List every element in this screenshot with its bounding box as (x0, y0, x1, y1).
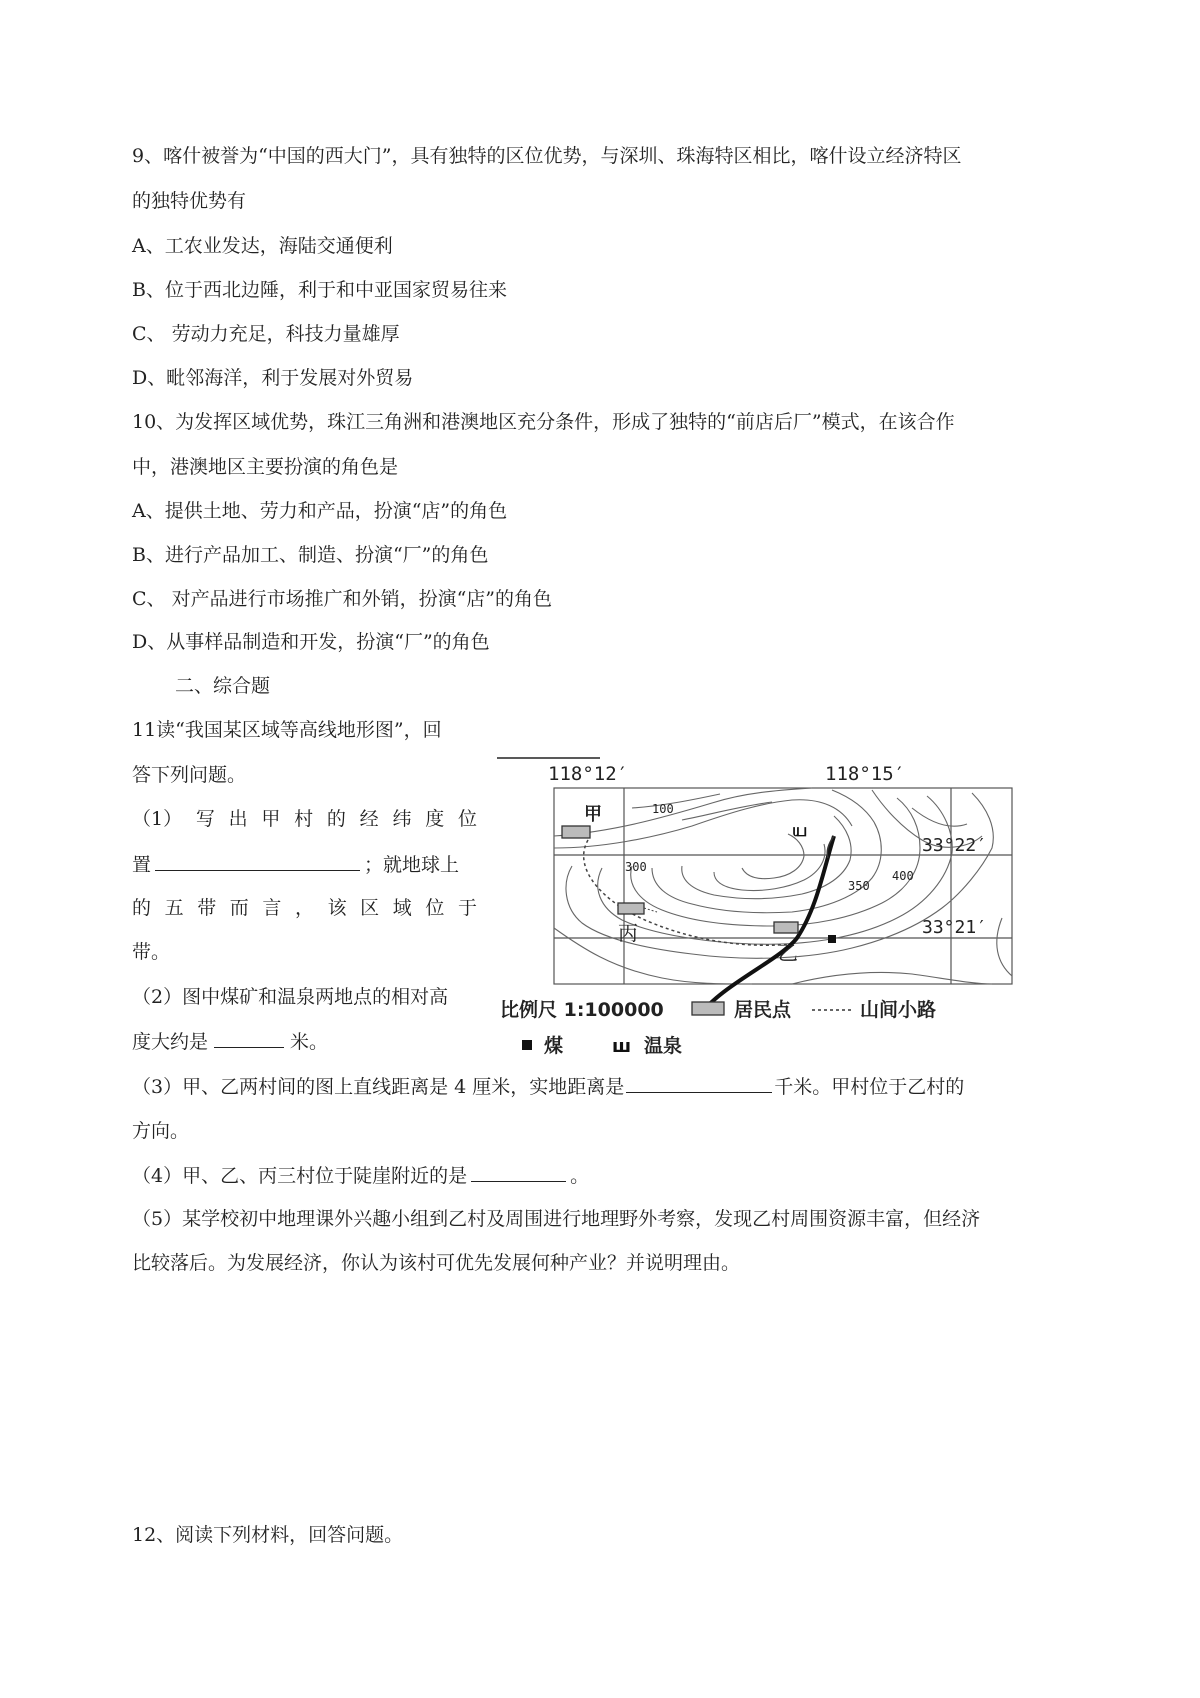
legend-settlement-icon (692, 1002, 724, 1015)
contour-label-100: 100 (652, 802, 674, 816)
q11-part1-char: ， (294, 897, 314, 919)
village-yi-label: 乙 (778, 941, 798, 965)
village-jia-label: 甲 (584, 804, 602, 825)
q9-stem-line2: 的独特优势有 (132, 190, 247, 212)
q10-stem-line2: 中，港澳地区主要扮演的角色是 (132, 456, 399, 478)
q11-stem-line2: 答下列问题。 (132, 764, 247, 786)
q11-part1-line2 (132, 850, 459, 879)
legend-spring-label: 温泉 (644, 1035, 683, 1057)
mountain-path (584, 840, 792, 945)
q11-part3-text: （3）甲、乙两村间的图上直线距离是 4 厘米，实地距离是 (132, 1076, 625, 1098)
q11-part1-char: 区 (360, 897, 380, 919)
contour-label-400: 400 (892, 869, 914, 883)
q11-part3-line1 (132, 1072, 964, 1101)
contour-label-300: 300 (625, 860, 647, 874)
legend-coal-label: 煤 (544, 1035, 564, 1057)
q11-part1-char: 出 (228, 808, 248, 830)
village-bing-marker (618, 903, 644, 914)
q10-option-a: A、提供土地、劳力和产品，扮演“店”的角色 (132, 500, 508, 522)
q11-part1-line4: 带。 (132, 941, 171, 963)
q11-stem-line1: 11读“我国某区域等高线地形图”，回 (132, 719, 442, 741)
answer-blank-height[interactable] (214, 1027, 284, 1048)
village-bing-label: 丙 (618, 921, 638, 945)
q11-part1-line3 (132, 894, 477, 922)
q11-part1-char: 而 (229, 897, 249, 919)
q11-part3-line2: 方向。 (132, 1120, 190, 1142)
village-jia-marker (562, 826, 590, 838)
q10-option-d: D、从事样品制造和开发，扮演“厂”的角色 (132, 631, 490, 653)
section-title: 二、综合题 (175, 675, 271, 697)
q11-part2-text: 度大约是 (132, 1031, 209, 1053)
q10-option-c: C、 对产品进行市场推广和外销，扮演“店”的角色 (132, 588, 553, 610)
q11-part1-char: 经 (359, 808, 379, 830)
legend-path-label: 山间小路 (860, 999, 937, 1021)
answer-blank-latlon[interactable] (155, 850, 360, 871)
contour-map (492, 748, 1052, 1074)
lon-label-left: 118°12′ (548, 763, 629, 785)
q11-part1-char: 位 (425, 897, 445, 919)
q9-option-d: D、毗邻海洋，利于发展对外贸易 (132, 367, 414, 389)
q11-part1-char: 域 (392, 897, 412, 919)
answer-blank-distance[interactable] (626, 1072, 772, 1093)
q11-part2-text: 米。 (290, 1031, 329, 1053)
q11-part4 (132, 1161, 589, 1190)
q11-part1-char: 的 (326, 808, 346, 830)
q11-part1-line1 (132, 805, 477, 833)
lat-label-bottom: 33°21′ (922, 917, 988, 938)
q11-part1-char: 言 (262, 897, 282, 919)
q11-part1-char: 该 (327, 897, 347, 919)
q9-option-c: C、 劳动力充足，科技力量雄厚 (132, 323, 400, 345)
q11-part1-char: 甲 (261, 808, 281, 830)
answer-blank-cliff[interactable] (471, 1161, 566, 1182)
q11-part3-text: 千米。甲村位于乙村的 (774, 1076, 965, 1098)
q11-part1-char: （1） (132, 808, 183, 830)
q11-part1-char: 写 (195, 808, 215, 830)
legend-settlement-label: 居民点 (734, 999, 792, 1021)
contour-label-350: 350 (848, 879, 870, 893)
q11-part1-text: ；就地球上 (364, 854, 460, 876)
hot-spring-icon: ய (792, 820, 808, 841)
q11-part5-line2: 比较落后。为发展经济，你认为该村可优先发展何种产业？并说明理由。 (132, 1252, 741, 1274)
q11-part1-char: 村 (294, 808, 314, 830)
q11-part1-char: 五 (164, 897, 184, 919)
q11-part2-line1: （2）图中煤矿和温泉两地点的相对高 (132, 986, 449, 1008)
q12-stem: 12、阅读下列材料，回答问题。 (132, 1524, 404, 1546)
legend-spring-icon: ш (612, 1036, 632, 1057)
q10-option-b: B、进行产品加工、制造、扮演“厂”的角色 (132, 544, 489, 566)
coal-mine-icon (828, 935, 836, 943)
q11-part1-char: 于 (457, 897, 477, 919)
q11-part1-char: 的 (132, 897, 152, 919)
q10-stem-line1: 10、为发挥区域优势，珠江三角洲和港澳地区充分条件，形成了独特的“前店后厂”模式，在该合作 (132, 411, 955, 433)
q11-part4-text: （4）甲、乙、丙三村位于陡崖附近的是 (132, 1165, 468, 1187)
q11-part4-text: 。 (570, 1165, 590, 1187)
village-yi-marker (774, 922, 798, 933)
scale-label: 比例尺 1:100000 (500, 999, 664, 1021)
q11-part1-char: 度 (425, 808, 445, 830)
legend-coal-icon (522, 1040, 532, 1050)
q11-part1-char: 位 (457, 808, 477, 830)
lon-label-right: 118°15′ (825, 763, 906, 785)
q9-option-b: B、位于西北边陲，利于和中亚国家贸易往来 (132, 279, 507, 301)
q11-part1-char: 纬 (392, 808, 412, 830)
q11-part5-line1: （5）某学校初中地理课外兴趣小组到乙村及周围进行地理野外考察，发现乙村周围资源丰富，但经济 (132, 1208, 981, 1230)
q9-option-a: A、工农业发达，海陆交通便利 (132, 235, 393, 257)
q11-part2-line2 (132, 1027, 328, 1056)
q11-part1-text: 置 (132, 854, 152, 876)
q11-part1-char: 带 (197, 897, 217, 919)
q9-stem-line1: 9、喀什被誉为“中国的西大门”，具有独特的区位优势，与深圳、珠海特区相比，喀什设立经济特区 (132, 145, 962, 167)
lat-label-top: 33°22′ (922, 835, 988, 856)
